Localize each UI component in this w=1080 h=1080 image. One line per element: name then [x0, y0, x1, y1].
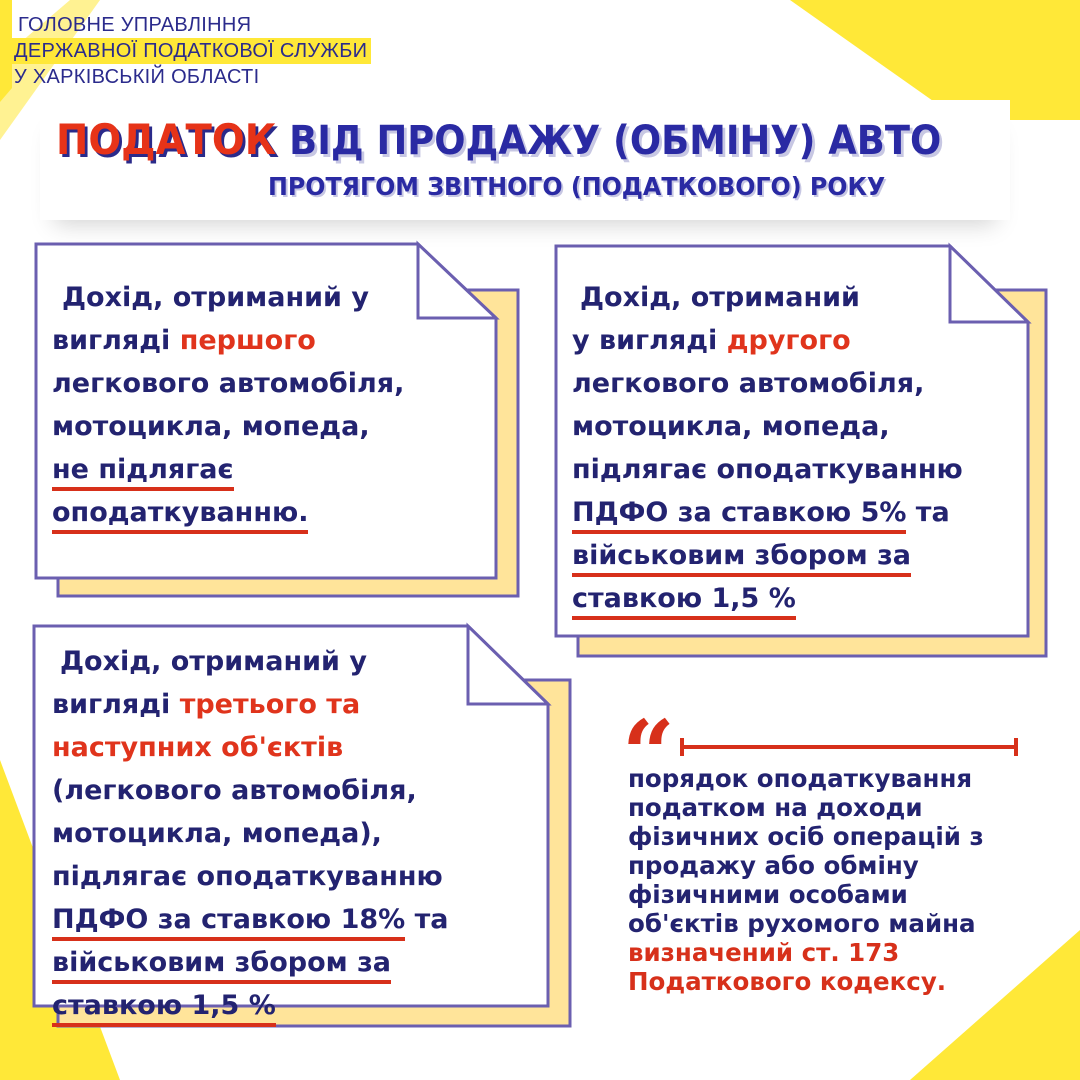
card3-line: (легкового автомобіля,: [52, 775, 417, 806]
quote-line: об'єктів рухомого майна: [628, 909, 976, 938]
card1-line: [52, 491, 492, 534]
page-subtitle: ПРОТЯГОМ ЗВІТНОГО (ПОДАТКОВОГО) РОКУ: [268, 172, 886, 201]
card2-line: Дохід, отриманий: [580, 282, 860, 313]
card3-text-span: та: [405, 904, 449, 935]
card2-military-levy: військовим збором за: [572, 540, 911, 577]
card3-tax-rate: ПДФО за ставкою 18%: [52, 904, 405, 941]
org-header: [14, 12, 371, 90]
card2-line: [572, 577, 1022, 620]
card2-ordinal: другого: [726, 325, 851, 356]
title-main: ВІД ПРОДАЖУ (ОБМІНУ) АВТО: [289, 118, 942, 164]
quote-line-code: Податкового кодексу.: [628, 967, 947, 996]
quote-line: продажу або обміну: [628, 851, 919, 880]
card1-line: Дохід, отриманий у: [62, 282, 369, 313]
card3-line: [52, 941, 542, 984]
card2-line: [572, 319, 1022, 362]
card2-tax-rate: ПДФО за ставкою 5%: [572, 497, 906, 534]
card3-line: [52, 984, 542, 1027]
card1-exempt-2: [52, 497, 308, 534]
page-title: [56, 112, 941, 169]
quote-line: податком на доходи: [628, 793, 923, 822]
card3-levy-rate: ставкою 1,5 %: [52, 990, 276, 1027]
card2-text-span: та: [906, 497, 950, 528]
card2-line: підлягає оподаткуванню: [572, 454, 963, 485]
card3-line: Дохід, отриманий у: [60, 646, 367, 677]
card2-text-span: у вигляді: [572, 325, 727, 356]
card1-ordinal: першого: [179, 325, 316, 356]
card1-exempt: не підлягає: [52, 454, 234, 491]
card1-text-span: вигляді: [52, 325, 180, 356]
card1-line: [52, 319, 492, 362]
quote-line: порядок оподаткування: [628, 764, 973, 793]
card3-text: [52, 640, 542, 1027]
card3-line: [52, 898, 542, 941]
card1-text-span: .: [298, 497, 309, 528]
quote-line-reference: визначений ст. 173: [628, 938, 900, 967]
card1-line: мотоцикла, мопеда,: [52, 411, 370, 442]
card2-line: мотоцикла, мопеда,: [572, 411, 890, 442]
card3-line: мотоцикла, мопеда),: [52, 818, 382, 849]
org-line-2: ДЕРЖАВНОЇ ПОДАТКОВОЇ СЛУЖБИ: [10, 38, 371, 64]
card1-line: легкового автомобіля,: [52, 368, 405, 399]
quote-rule: [682, 738, 1016, 756]
card3-ordinal: третього та: [179, 689, 361, 720]
org-line-1: ГОЛОВНЕ УПРАВЛІННЯ: [18, 14, 252, 36]
card2-text: [572, 276, 1022, 620]
card1-text: [52, 276, 492, 534]
card2-line: [572, 534, 1022, 577]
card3-ordinal-2: наступних об'єктів: [52, 732, 344, 763]
card3-line: [52, 683, 542, 726]
card3-line: підлягає оподаткуванню: [52, 861, 443, 892]
quote-mark-icon: “: [622, 700, 675, 808]
quote-line: фізичних осіб операцій з: [628, 822, 984, 851]
card2-line: [572, 491, 1022, 534]
card3-text-span: вигляді: [52, 689, 180, 720]
quote-text: [628, 764, 1048, 996]
card1-line: [52, 448, 492, 491]
card2-levy-rate: ставкою 1,5 %: [572, 583, 796, 620]
org-line-3: У ХАРКІВСЬКІЙ ОБЛАСТІ: [14, 66, 260, 88]
quote-line: фізичними особами: [628, 880, 908, 909]
card1-text-span: оподаткуванню: [52, 497, 299, 528]
card2-line: легкового автомобіля,: [572, 368, 925, 399]
title-accent: ПОДАТОК: [56, 115, 277, 164]
card3-military-levy: військовим збором за: [52, 947, 391, 984]
